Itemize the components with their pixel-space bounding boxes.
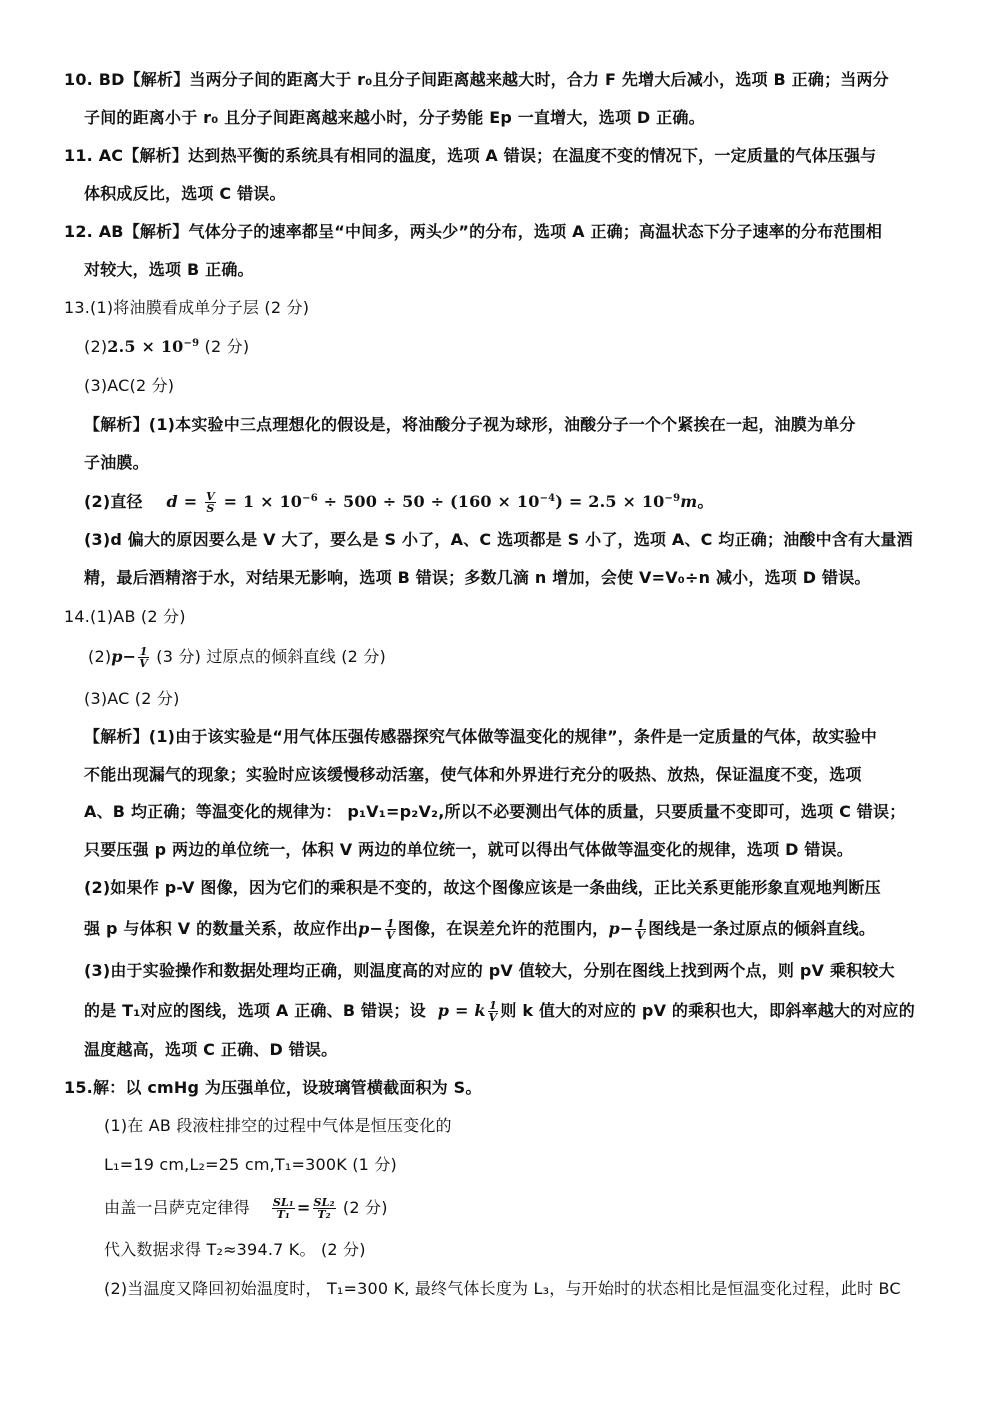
- q14-a6-p-1: p: [358, 919, 370, 938]
- q14-a6-mid: 图像，在误差允许的范围内，: [397, 919, 609, 938]
- q14-a6-dash-1: −: [369, 919, 384, 938]
- q15-fraction-right: [313, 1197, 336, 1220]
- q14-analysis-7: (3)由于实验操作和数据处理均正确，则温度高的对应的 pV 值较大，分别在图线上找到两个点，则 pV 乘积较大: [84, 961, 895, 980]
- q15-line-5: 代入数据求得 T₂≈394.7 K。 (2 分): [104, 1240, 366, 1259]
- q14-a8-equation: p = k: [437, 1001, 486, 1020]
- q10-line-1: 10. BD【解析】当两分子间的距离大于 r₀且分子间距离越来越大时，合力 F 先增大后减小，选项 B 正确；当两分: [64, 70, 889, 89]
- q14-fraction-denominator: V: [139, 657, 149, 670]
- q13-formula-unit: m: [680, 492, 698, 511]
- q14-part-3: (3)AC (2 分): [84, 689, 180, 708]
- q13-diameter-label: (2)直径: [84, 492, 143, 511]
- q12-line-1: 12. AB【解析】气体分子的速率都呈“中间多，两头少”的分布，选项 A 正确；高温状态下分子速率的分布范围相: [64, 222, 883, 241]
- q14-analysis-5: (2)如果作 p-V 图像，因为它们的乘积是不变的，故这个图像应该是一条曲线，正比关系更能形象直观地判断压: [84, 878, 881, 897]
- q13-part-2-exponent: −9: [183, 338, 200, 349]
- q14-analysis-8: [84, 1000, 915, 1023]
- q13-formula-result: ) = 2.5 × 10: [555, 492, 665, 511]
- q13-formula-exp-1: −6: [302, 493, 318, 504]
- q11-line-1: 11. AC【解析】达到热平衡的系统具有相同的温度，选项 A 错误；在温度不变的情况下，一定质量的气体压强与: [64, 146, 877, 165]
- q14-analysis-4: 只要压强 p 两边的单位统一，体积 V 两边的单位统一，就可以得出气体做等温变化的规律，选项 D 错误。: [84, 840, 853, 859]
- q13-analysis-1: 【解析】(1)本实验中三点理想化的假设是，将油酸分子视为球形，油酸分子一个个紧挨在一起，油膜为单分: [84, 415, 856, 434]
- q13-formula-end: 。: [697, 492, 714, 511]
- q14-a8-fraction-num: 1: [489, 999, 497, 1012]
- q15-line-1: 15.解：以 cmHg 为压强单位，设玻璃管横截面积为 S。: [64, 1078, 482, 1097]
- q14-a6-fraction-1-den: V: [386, 929, 395, 942]
- q14-a8-post: 则 k 值大的对应的 pV 的乘积也大，即斜率越大的对应的: [500, 1001, 915, 1020]
- q13-analysis-3: [84, 491, 714, 514]
- q14-a8-fraction-den: V: [488, 1011, 498, 1024]
- q14-part-2-p: p: [111, 647, 123, 666]
- q11-line-2: 体积成反比，选项 C 错误。: [84, 184, 286, 203]
- q14-a6-pre: 强 p 与体积 V 的数量关系，故应作出: [84, 919, 359, 938]
- q13-formula-eq: =: [177, 492, 204, 511]
- q14-a6-fraction-1-num: 1: [386, 917, 395, 930]
- q13-analysis-2: 子油膜。: [84, 453, 149, 472]
- q14-a8-pre: 的是 T₁对应的图线，选项 A 正确、B 错误；设: [84, 1001, 426, 1020]
- q13-formula-exp-2: −4: [539, 493, 556, 504]
- q14-a6-post: 图线是一条过原点的倾斜直线。: [648, 919, 876, 938]
- q14-a6-fraction-2-den: V: [636, 929, 646, 942]
- q15-fraction-left-den: T₁: [276, 1208, 291, 1221]
- q13-part-2: [84, 337, 249, 357]
- q14-fraction-numerator: 1: [139, 645, 148, 658]
- q15-law-label: 由盖一吕萨克定律得: [104, 1198, 250, 1217]
- q13-formula-fraction: [205, 491, 216, 514]
- q14-analysis-1: 【解析】(1)由于该实验是“用气体压强传感器探究气体做等温变化的规律”，条件是一定质量的气体，故实验中: [84, 727, 877, 746]
- q14-a6-p-2: p: [608, 919, 620, 938]
- q13-analysis-4: (3)d 偏大的原因要么是 V 大了，要么是 S 小了，A、C 选项都是 S 小了，选项 A、C 均正确；油酸中含有大量酒: [84, 530, 913, 549]
- q13-formula-calc: = 1 × 10: [217, 492, 303, 511]
- q15-fraction-left: [272, 1197, 295, 1220]
- q14-part-2-rest: (3 分) 过原点的倾斜直线 (2 分): [151, 647, 386, 666]
- q10-line-2: 子间的距离小于 r₀ 且分子间距离越来越小时，分子势能 Ep 一直增大，选项 D 正确。: [84, 108, 705, 127]
- q13-formula-mid: ÷ 500 ÷ 50 ÷ (160 × 10: [317, 492, 540, 511]
- q14-analysis-2: 不能出现漏气的现象；实验时应该缓慢移动活塞，使气体和外界进行充分的吸热、放热，保证温度不变，选项: [84, 765, 862, 784]
- q13-formula-exp-3: −9: [664, 493, 681, 504]
- q13-part-3: (3)AC(2 分): [84, 376, 175, 395]
- q14-part-2-dash: −: [122, 647, 137, 666]
- q15-fraction-left-num: SL₁: [272, 1196, 294, 1209]
- q14-a8-fraction: [488, 1000, 499, 1023]
- q15-fraction-right-num: SL₂: [313, 1196, 335, 1209]
- q15-fraction-right-den: T₂: [317, 1208, 331, 1221]
- q14-a6-dash-2: −: [619, 919, 634, 938]
- q15-line-2: (1)在 AB 段液柱排空的过程中气体是恒压变化的: [104, 1116, 452, 1135]
- q15-law-score: (2 分): [337, 1198, 388, 1217]
- q13-part-2-label: (2): [84, 337, 108, 356]
- q13-fraction-numerator: V: [206, 490, 215, 503]
- q13-formula-d: d: [166, 492, 178, 511]
- q13-part-2-value: 2.5 × 10: [107, 337, 184, 356]
- q13-part-2-score: (2 分): [199, 337, 250, 356]
- q15-line-3: L₁=19 cm,L₂=25 cm,T₁=300K (1 分): [104, 1155, 397, 1174]
- q14-a6-fraction-2: [635, 918, 646, 941]
- q12-line-2: 对较大，选项 B 正确。: [84, 260, 254, 279]
- q13-analysis-5: 精，最后酒精溶于水，对结果无影响，选项 B 错误；多数几滴 n 增加，会使 V=V₀÷n 减小，选项 D 错误。: [84, 568, 871, 587]
- q14-part-1: 14.(1)AB (2 分): [64, 607, 186, 626]
- q14-analysis-9: 温度越高，选项 C 正确、D 错误。: [84, 1040, 338, 1059]
- q13-part-1: 13.(1)将油膜看成单分子层 (2 分): [64, 298, 310, 317]
- q13-fraction-denominator: S: [206, 502, 215, 515]
- q14-analysis-3: A、B 均正确；等温变化的规律为： p₁V₁=p₂V₂,所以不必要测出气体的质量，只要质量不变即可，选项 C 错误；: [84, 802, 906, 821]
- q15-line-6: (2)当温度又降回初始温度时， T₁=300 K, 最终气体长度为 L₃，与开始时的状态相比是恒温变化过程，此时 BC: [104, 1279, 901, 1298]
- q14-part-2-fraction: [138, 646, 149, 669]
- q14-a6-fraction-1: [385, 918, 396, 941]
- q15-line-4: [104, 1197, 388, 1220]
- q14-analysis-6: [84, 918, 875, 941]
- q14-part-2-label: (2): [88, 647, 112, 666]
- q14-part-2: [88, 646, 386, 669]
- q15-equals: =: [296, 1198, 311, 1217]
- q14-a6-fraction-2-num: 1: [636, 917, 645, 930]
